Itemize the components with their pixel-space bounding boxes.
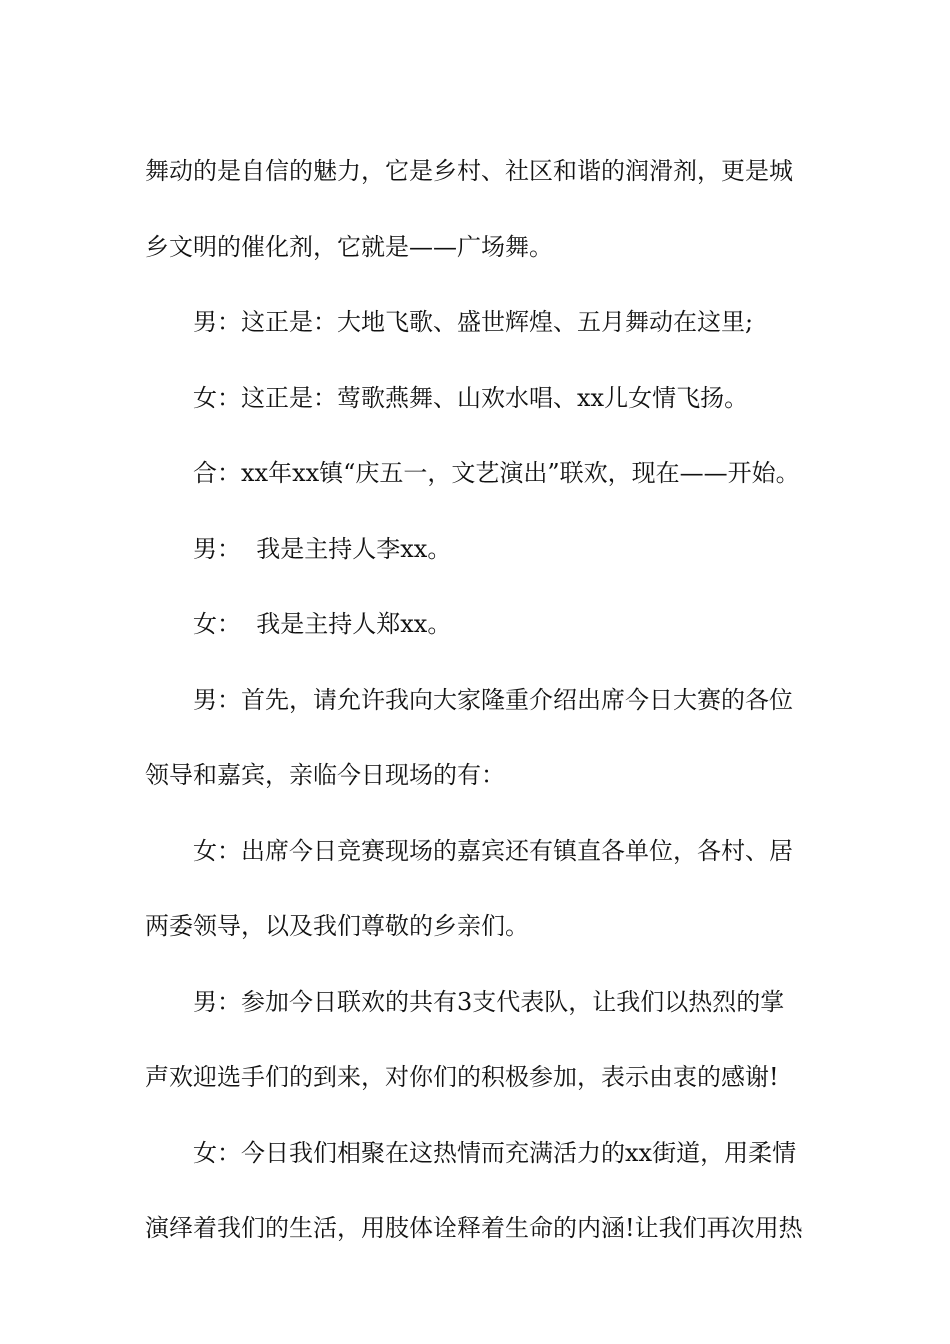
text-line: 两委领导，以及我们尊敬的乡亲们。 <box>145 912 529 940</box>
text-line: 演绎着我们的生活，用肢体诠释着生命的内涵!让我们再次用热 <box>145 1214 803 1242</box>
text-line: 合：xx年xx镇“庆五一，文艺演出”联欢，现在——开始。 <box>193 459 800 487</box>
text-line: 领导和嘉宾，亲临今日现场的有： <box>145 761 505 789</box>
text-line: 女：这正是：莺歌燕舞、山欢水唱、xx儿女情飞扬。 <box>193 383 749 412</box>
text-line: 女： 我是主持人郑xx。 <box>193 610 452 638</box>
text-line: 乡文明的催化剂，它就是——广场舞。 <box>145 232 553 261</box>
text-line: 女：出席今日竞赛现场的嘉宾还有镇直各单位，各村、居 <box>193 836 793 865</box>
text-line: 男： 我是主持人李xx。 <box>193 534 452 563</box>
text-line: 男：这正是：大地飞歌、盛世辉煌、五月舞动在这里; <box>193 308 754 336</box>
text-line: 舞动的是自信的魅力，它是乡村、社区和谐的润滑剂，更是城 <box>145 157 793 185</box>
text-line: 女：今日我们相聚在这热情而充满活力的xx街道，用柔情 <box>193 1138 797 1167</box>
text-line: 男：首先，请允许我向大家隆重介绍出席今日大赛的各位 <box>193 685 793 714</box>
text-line: 声欢迎选手们的到来，对你们的积极参加，表示由衷的感谢! <box>145 1063 779 1091</box>
document-body <box>145 134 815 1267</box>
text-line: 男：参加今日联欢的共有3支代表队，让我们以热烈的掌 <box>193 987 785 1016</box>
